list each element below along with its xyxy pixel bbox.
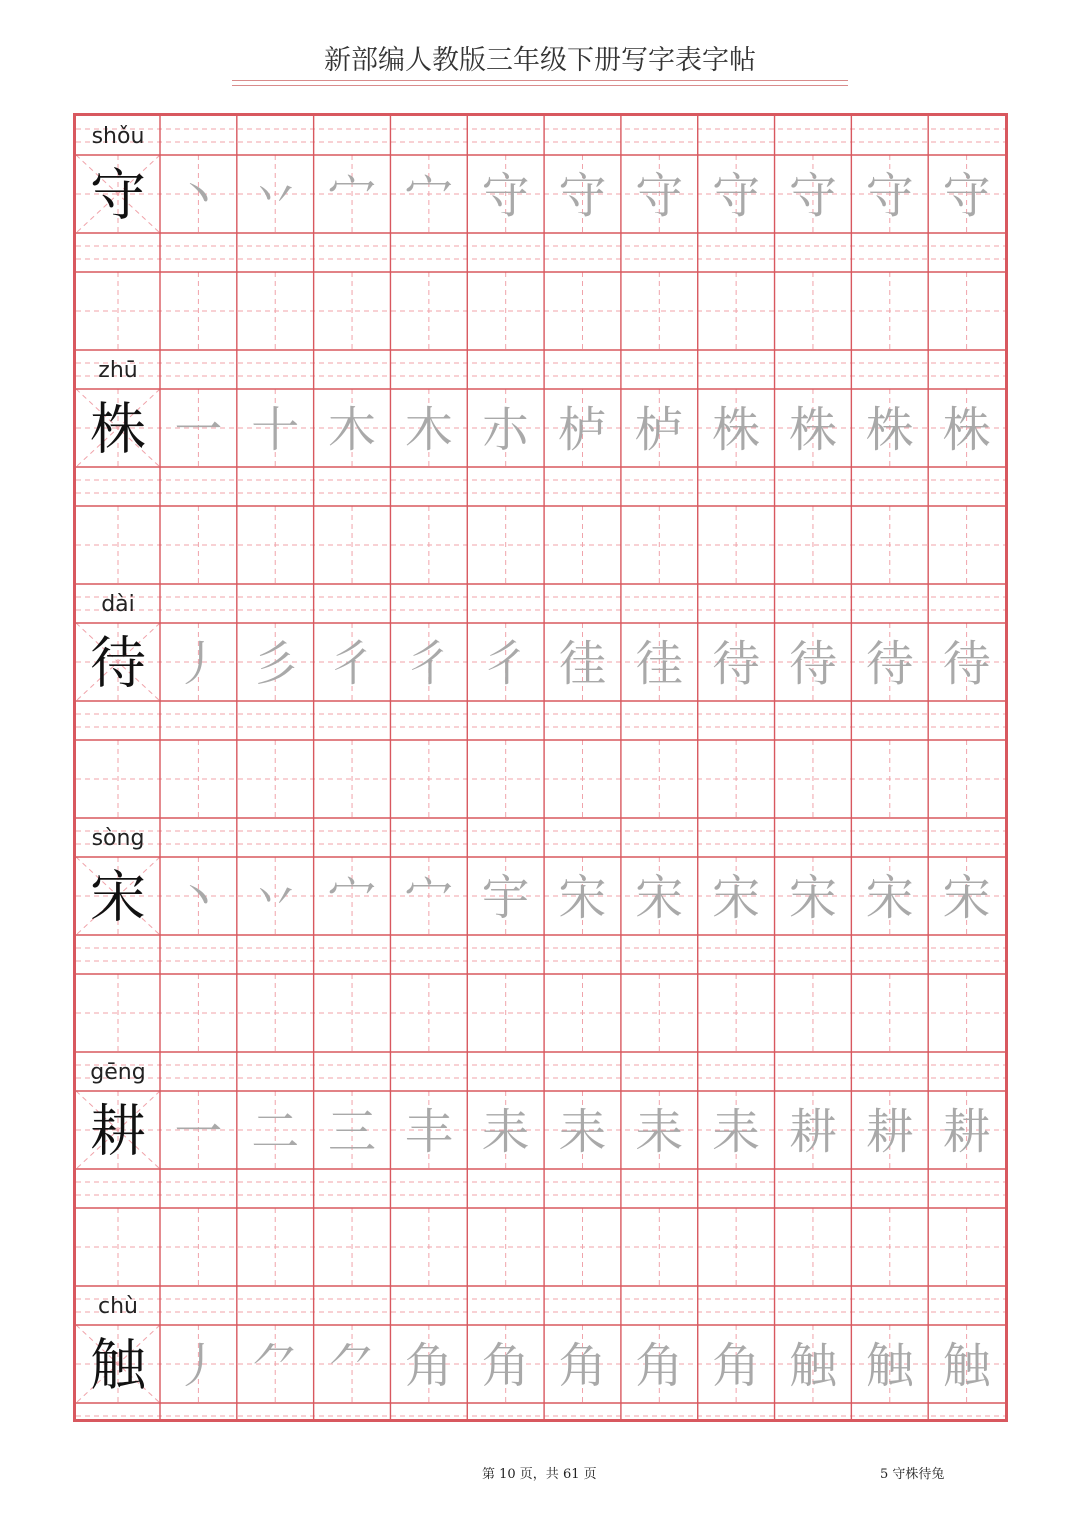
trace-character: 木 <box>328 402 377 458</box>
trace-character: 待 <box>788 636 837 692</box>
trace-character: 宀 <box>404 168 453 224</box>
trace-character: 宀 <box>328 168 377 224</box>
trace-character: 角 <box>404 1338 453 1394</box>
trace-character: 待 <box>942 636 991 692</box>
trace-character: 丰 <box>404 1104 453 1160</box>
model-character: 宋 <box>90 865 146 931</box>
pinyin-label: dài <box>101 592 135 617</box>
model-character: 待 <box>90 631 146 697</box>
trace-character: 丿 <box>174 1338 223 1394</box>
trace-character: 守 <box>481 168 530 224</box>
trace-character: 宇 <box>481 870 530 926</box>
trace-character: 触 <box>788 1338 837 1394</box>
trace-character: 守 <box>558 168 607 224</box>
practice-sheet <box>73 113 1008 1422</box>
trace-character: 彳 <box>328 636 377 692</box>
trace-character: 待 <box>712 636 761 692</box>
trace-character: 守 <box>788 168 837 224</box>
writing-grid <box>76 116 1005 1419</box>
trace-character: 宀 <box>404 870 453 926</box>
trace-character: 耕 <box>942 1104 991 1160</box>
pinyin-label: zhū <box>98 358 138 383</box>
grid-lines <box>76 116 1005 1419</box>
trace-character: 一 <box>174 402 223 458</box>
pinyin-label: sòng <box>91 826 145 851</box>
trace-character: 彳 <box>481 636 530 692</box>
trace-character: 丷 <box>251 168 300 224</box>
trace-character: 丶 <box>174 870 223 926</box>
trace-character: 朩 <box>481 402 530 458</box>
trace-character: 触 <box>942 1338 991 1394</box>
trace-character: 宀 <box>328 870 377 926</box>
trace-character: ⺈ <box>251 1338 300 1394</box>
model-character: 触 <box>90 1333 146 1399</box>
trace-character: 十 <box>251 402 300 458</box>
trace-character: 角 <box>712 1338 761 1394</box>
trace-character: 栌 <box>635 402 684 458</box>
trace-character: 宋 <box>635 870 684 926</box>
pinyin-label: shǒu <box>91 124 145 149</box>
footer-lesson-title: 5 守株待兔 <box>880 1467 945 1482</box>
trace-character: 宋 <box>788 870 837 926</box>
trace-character: 丿 <box>174 636 223 692</box>
model-character: 株 <box>90 397 146 463</box>
footer-page-info: 第 10 页，共 61 页 <box>482 1467 597 1482</box>
trace-character: 耕 <box>788 1104 837 1160</box>
trace-character: 守 <box>942 168 991 224</box>
pinyin-label: gēng <box>90 1060 146 1085</box>
trace-character: 一 <box>174 1104 223 1160</box>
trace-character: 耒 <box>481 1104 530 1160</box>
trace-character: 丶 <box>174 168 223 224</box>
trace-character: 守 <box>635 168 684 224</box>
trace-character: 丷 <box>251 870 300 926</box>
trace-character: 守 <box>712 168 761 224</box>
trace-character: 彡 <box>251 636 300 692</box>
trace-character: 宋 <box>558 870 607 926</box>
trace-character: 耕 <box>865 1104 914 1160</box>
trace-character: 耒 <box>635 1104 684 1160</box>
trace-character: 株 <box>788 402 837 458</box>
trace-character: 宋 <box>865 870 914 926</box>
trace-character: 徍 <box>558 636 607 692</box>
trace-character: 耒 <box>712 1104 761 1160</box>
model-character: 守 <box>90 163 146 229</box>
trace-character: 二 <box>251 1104 300 1160</box>
trace-character: 栌 <box>558 402 607 458</box>
page-title: 新部编人教版三年级下册写字表字帖 <box>324 45 756 76</box>
trace-character: 彳 <box>404 636 453 692</box>
trace-character: 耒 <box>558 1104 607 1160</box>
trace-character: 株 <box>942 402 991 458</box>
trace-character: 角 <box>635 1338 684 1394</box>
trace-character: 触 <box>865 1338 914 1394</box>
trace-character: 角 <box>558 1338 607 1394</box>
trace-character: 木 <box>404 402 453 458</box>
trace-character: 宋 <box>942 870 991 926</box>
title-underline-top <box>232 80 848 81</box>
pinyin-label: chù <box>98 1294 138 1319</box>
trace-character: 徍 <box>635 636 684 692</box>
trace-character: 三 <box>328 1104 377 1160</box>
trace-character: 株 <box>865 402 914 458</box>
trace-character: 角 <box>481 1338 530 1394</box>
trace-character: 株 <box>712 402 761 458</box>
trace-character: 宋 <box>712 870 761 926</box>
model-character: 耕 <box>90 1099 146 1165</box>
trace-character: ⺈ <box>328 1338 377 1394</box>
trace-character: 待 <box>865 636 914 692</box>
title-underline-bottom <box>232 85 848 86</box>
trace-character: 守 <box>865 168 914 224</box>
